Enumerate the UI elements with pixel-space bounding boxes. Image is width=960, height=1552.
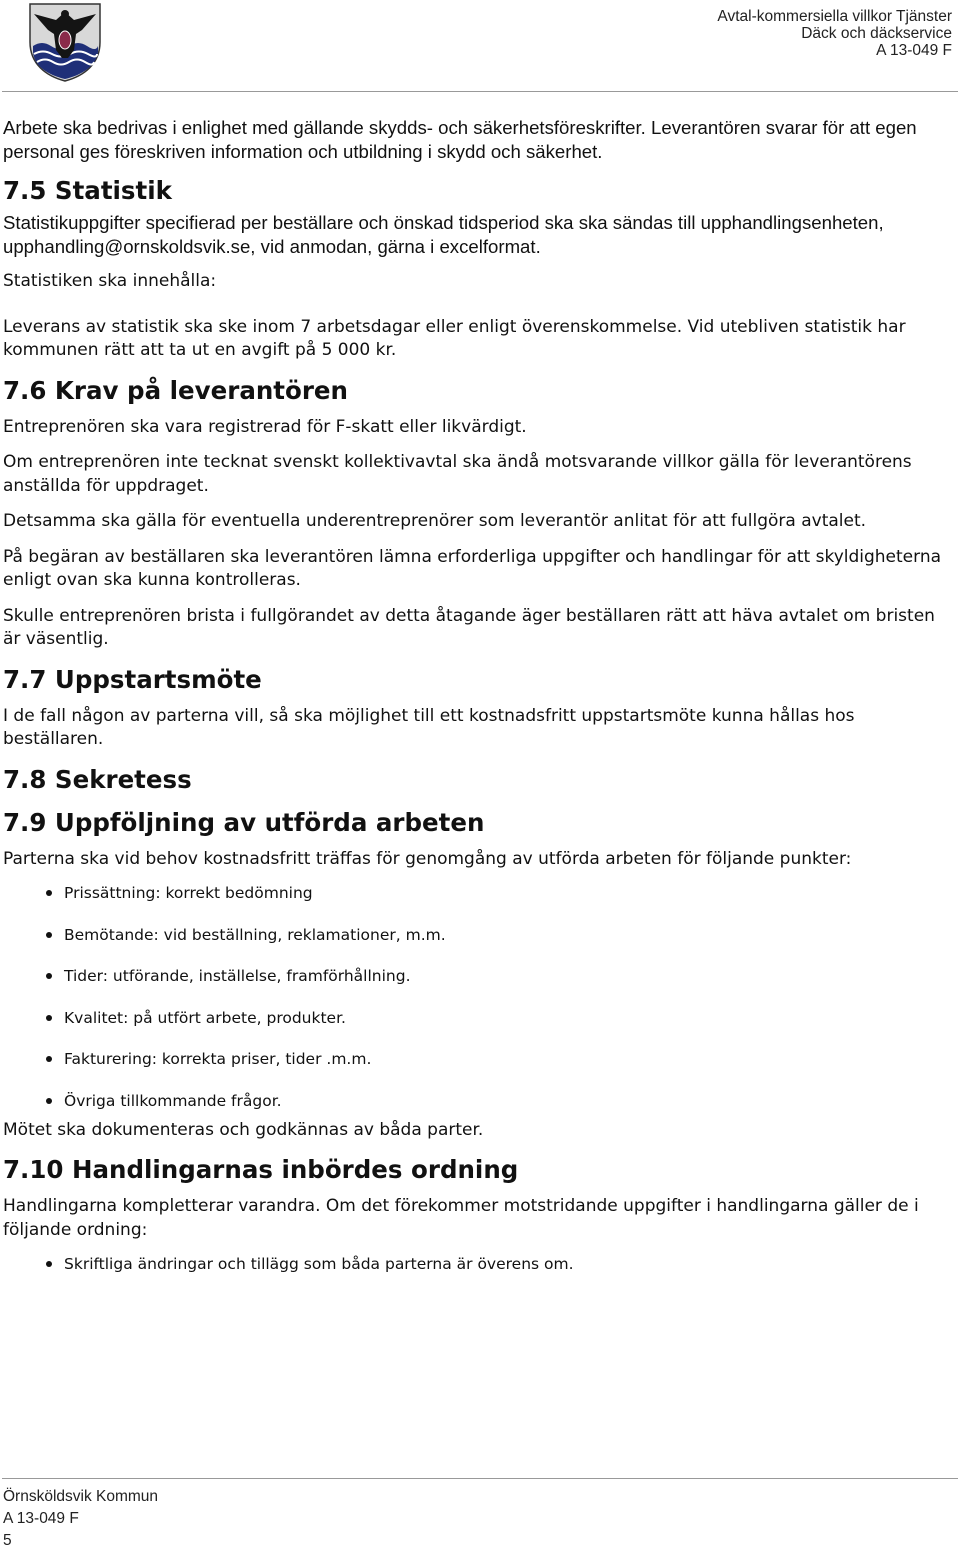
list-item: Övriga tillkommande frågor.: [3, 1091, 953, 1111]
bullet-icon: [46, 1056, 52, 1062]
coat-of-arms-logo: [28, 2, 102, 82]
page-header: [0, 0, 960, 92]
section-7-9-p1: Parterna ska vid behov kostnadsfritt träffas för genomgång av utförda arbeten för följande punkter:: [3, 848, 852, 869]
bullet-icon: [46, 1015, 52, 1021]
bullet-icon: [46, 890, 52, 896]
list-item: Bemötande: vid beställning, reklamationer, m.m.: [3, 925, 953, 945]
section-7-8-heading: 7.8 Sekretess: [3, 764, 192, 794]
footer-organization: Örnsköldsvik Kommun: [3, 1488, 159, 1505]
list-item: Prissättning: korrekt bedömning: [3, 883, 953, 903]
section-7-6-p4: På begäran av beställaren ska leverantören lämna erforderliga uppgifter och handlingar för att skyldigheterna enligt ovan ska kunna kontrolleras.: [3, 546, 942, 590]
bullet-icon: [46, 1098, 52, 1104]
bullet-icon: [46, 932, 52, 938]
section-7-10-list: [3, 1254, 953, 1274]
section-7-5-p2: Statistiken ska innehålla:: [3, 271, 217, 291]
section-7-10-p1: Handlingarna kompletterar varandra. Om det förekommer motstridande uppgifter i handlingarna gäller de i följande ordning:: [3, 1196, 919, 1240]
header-doc-subtitle: Däck och däckservice: [801, 25, 952, 42]
section-7-9-heading: 7.9 Uppföljning av utförda arbeten: [3, 807, 485, 837]
section-7-5-p1: Statistikuppgifter specifierad per beställare och önskad tidsperiod ska ska sändas till upphandlingsenheten, upphandling@ornskoldsvik.se, vid anmodan, gärna i excelformat.: [3, 212, 884, 257]
section-7-6-p5: Skulle entreprenören brista i fullgörandet av detta åtagande äger beställaren rätt att häva avtalet om bristen är väsentlig.: [3, 605, 935, 649]
list-item: Tider: utförande, inställelse, framförhållning.: [3, 966, 953, 986]
list-item: Fakturering: korrekta priser, tider .m.m.: [3, 1049, 953, 1069]
page-number: 5: [3, 1532, 12, 1549]
section-7-10-heading: 7.10 Handlingarnas inbördes ordning: [3, 1155, 519, 1184]
section-7-6-heading: 7.6 Krav på leverantören: [3, 375, 348, 405]
section-7-9-p2: Mötet ska dokumenteras och godkännas av båda parter.: [3, 1119, 484, 1140]
intro-paragraph: Arbete ska bedrivas i enlighet med gällande skydds- och säkerhetsföreskrifter. Leverantören svarar för att egen personal ges föreskriven information och utbildning i skydd och säkerhet.: [3, 117, 917, 162]
section-7-9-list: [3, 883, 953, 1111]
header-divider: [2, 91, 958, 92]
section-7-7-p1: I de fall någon av parterna vill, så ska möjlighet till ett kostnadsfritt uppstartsmöte kunna hållas hos beställaren.: [3, 705, 855, 749]
section-7-6-p3: Detsamma ska gälla för eventuella underentreprenörer som leverantör anlitat för att fullgöra avtalet.: [3, 511, 867, 531]
page-footer: [0, 1472, 960, 1550]
section-7-7-heading: 7.7 Uppstartsmöte: [3, 664, 262, 694]
footer-divider: [2, 1478, 958, 1479]
list-item: Kvalitet: på utfört arbete, produkter.: [3, 1008, 953, 1028]
section-7-5-p3: Leverans av statistik ska ske inom 7 arbetsdagar eller enligt överenskommelse. Vid utebliven statistik har kommunen rätt att ta ut en avgift på 5 000 kr.: [3, 316, 906, 360]
list-item: Skriftliga ändringar och tillägg som båda parterna är överens om.: [3, 1254, 953, 1274]
header-doc-title: Avtal-kommersiella villkor Tjänster: [717, 8, 952, 25]
bullet-icon: [46, 1261, 52, 1267]
bullet-icon: [46, 973, 52, 979]
header-doc-ref: A 13-049 F: [876, 42, 952, 59]
section-7-6-p2: Om entreprenören inte tecknat svenskt kollektivavtal ska ändå motsvarande villkor gälla för leverantörens anställda för uppdraget.: [3, 452, 912, 496]
footer-doc-ref: A 13-049 F: [3, 1510, 79, 1527]
document-body: [3, 116, 953, 1296]
section-7-6-p1: Entreprenören ska vara registrerad för F-skatt eller likvärdigt.: [3, 416, 527, 437]
section-7-5-heading: 7.5 Statistik: [3, 176, 172, 205]
